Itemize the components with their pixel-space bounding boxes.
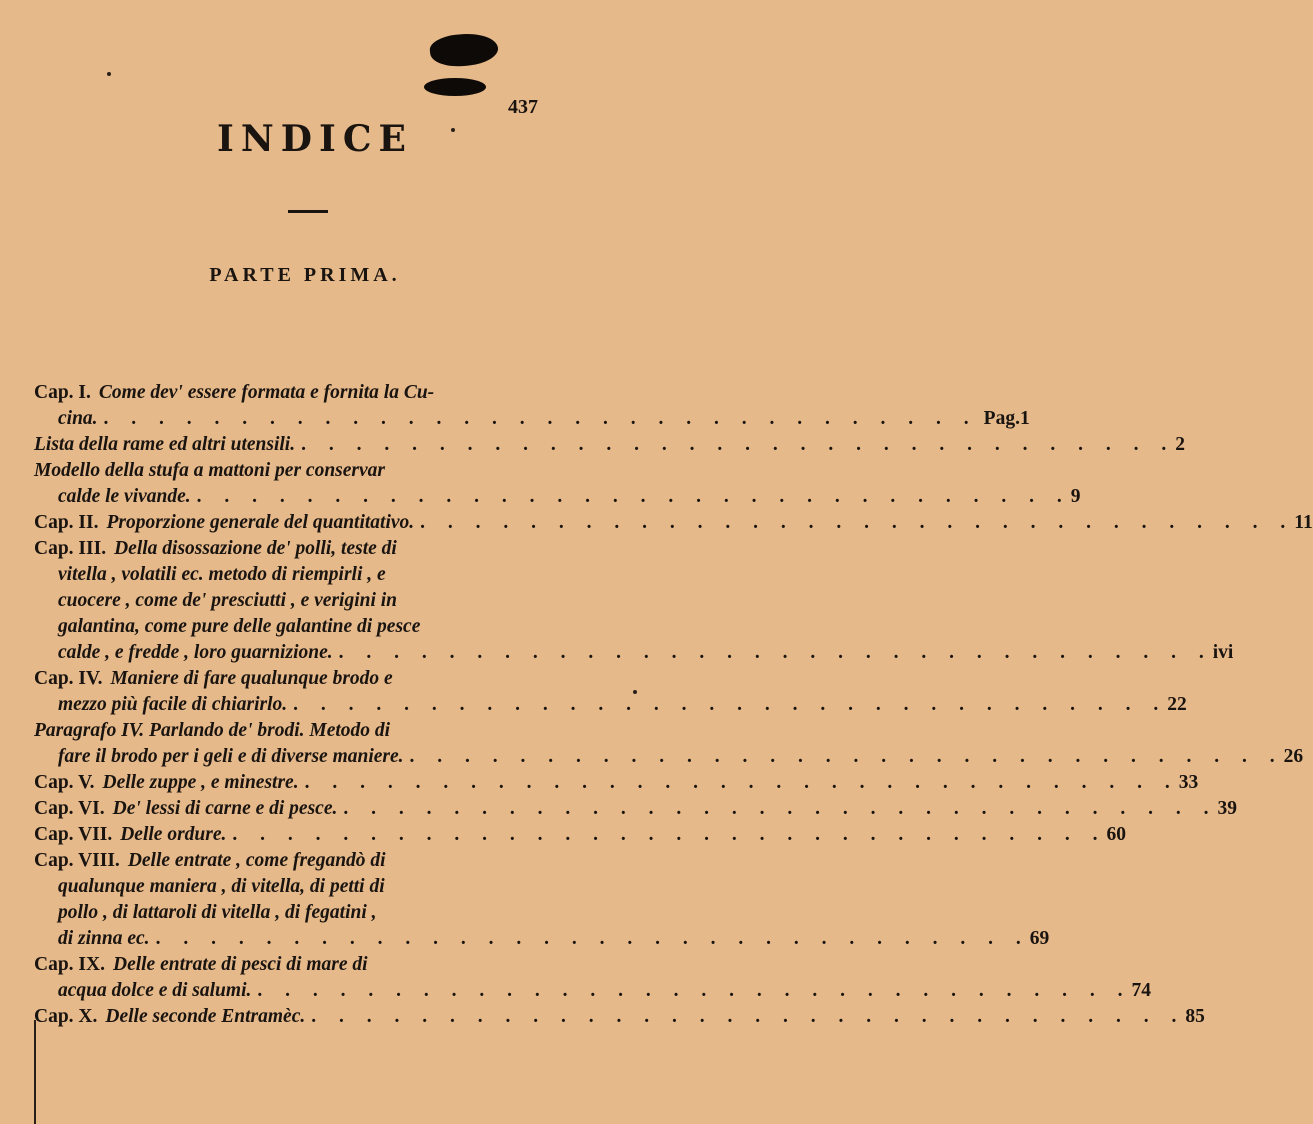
chapter-label: Cap. V. [34, 772, 95, 793]
ink-blot [429, 31, 500, 70]
toc-entry [34, 458, 1081, 510]
dot-leader: . . . . . . . . . . . . . . . . . . . . . . . . . . . . . . . . [155, 928, 1030, 949]
entry-title: Delle ordure. [120, 824, 227, 845]
page-reference: 74 [1131, 980, 1151, 1001]
chapter-label: Cap. III. [34, 538, 107, 559]
speck [107, 72, 111, 76]
dot-leader: . . . . . . . . . . . . . . . . . . . . . . . . . . . . . . . . [293, 694, 1168, 715]
entry-title: Delle seconde Entramèc. [105, 1006, 306, 1027]
entry-title: Maniere di fare qualunque brodo e [110, 668, 393, 689]
toc-entry [34, 380, 1030, 432]
chapter-label: Cap. VIII. [34, 850, 120, 871]
entry-title: cuocere , come de' presciutti , e verigini in [58, 590, 398, 611]
dot-leader: . . . . . . . . . . . . . . . . . . . . . . . . . . . . . . . . [301, 434, 1176, 455]
toc-entry [34, 952, 1151, 1004]
toc-line [34, 588, 574, 614]
entry-title: De' lessi di carne e di pesce. [112, 798, 338, 819]
toc-line [34, 536, 574, 562]
toc-line [34, 822, 1126, 848]
chapter-label: Cap. VII. [34, 824, 113, 845]
toc-entry [34, 848, 1050, 952]
page-reference: 9 [1070, 486, 1081, 507]
toc-entry [34, 796, 1237, 822]
toc-line [34, 380, 574, 406]
page-reference: 60 [1106, 824, 1126, 845]
chapter-label: Cap. VI. [34, 798, 105, 819]
toc-entry [34, 510, 1313, 536]
page-reference: 39 [1217, 798, 1237, 819]
toc-line [34, 770, 1199, 796]
entry-title: qualunque maniera , di vitella, di petti di [58, 876, 385, 897]
page-reference: 1 [1019, 408, 1030, 429]
toc-line [34, 978, 1151, 1004]
toc-line [34, 640, 1234, 666]
chapter-label: Cap. IV. [34, 668, 103, 689]
dot-leader: . . . . . . . . . . . . . . . . . . . . . . . . . . . . . . . . [420, 512, 1295, 533]
dot-leader: . . . . . . . . . . . . . . . . . . . . . . . . . . . . . . . . [338, 642, 1213, 663]
page-reference: 22 [1167, 694, 1187, 715]
page-reference: 85 [1185, 1006, 1205, 1027]
page-reference: ivi [1212, 642, 1234, 663]
entry-title: acqua dolce e di salumi. [58, 980, 252, 1001]
title-rule [288, 210, 328, 213]
entry-title: calde le vivande. [58, 486, 191, 507]
entry-title: Delle entrate , come fregandò di [127, 850, 386, 871]
chapter-label: Cap. II. [34, 512, 99, 533]
toc-line [34, 874, 574, 900]
entry-title: Delle zuppe , e minestre. [102, 772, 299, 793]
toc-line [34, 458, 574, 484]
dot-leader: . . . . . . . . . . . . . . . . . . . . . . . . . . . . . . . . [196, 486, 1071, 507]
toc-line [34, 900, 574, 926]
toc-entry [34, 666, 1187, 718]
toc-line [34, 692, 1187, 718]
page-reference: 33 [1178, 772, 1199, 793]
entry-title: Come dev' essere formata e fornita la Cu- [98, 382, 435, 403]
toc-line [34, 406, 1030, 432]
entry-title: vitella , volatili ec. metodo di riempirli , e [58, 564, 386, 585]
entry-title: cina. [58, 408, 98, 429]
chapter-label: Cap. IX. [34, 954, 105, 975]
toc-line [34, 484, 1081, 510]
table-of-contents [34, 380, 1313, 1030]
dot-leader: . . . . . . . . . . . . . . . . . . . . . . . . . . . . . . . . [311, 1006, 1186, 1027]
dot-leader: . . . . . . . . . . . . . . . . . . . . . . . . . . . . . . . . [232, 824, 1107, 845]
dot-leader: . . . . . . . . . . . . . . . . . . . . . . . . . . . . . . . . [343, 798, 1218, 819]
page-reference: 26 [1283, 746, 1304, 767]
toc-line [34, 796, 1237, 822]
toc-entry [34, 1004, 1205, 1030]
toc-entry [34, 822, 1126, 848]
entry-title: di zinna ec. [58, 928, 150, 949]
toc-entry [34, 770, 1199, 796]
toc-line [34, 718, 574, 744]
toc-line [34, 952, 574, 978]
entry-title: Modello della stufa a mattoni per conservar [34, 460, 385, 481]
page-number: 437 [508, 96, 538, 118]
page-label: Pag. [983, 408, 1020, 429]
toc-entry [34, 432, 1185, 458]
entry-title: Della disossazione de' polli, teste di [114, 538, 397, 559]
dot-leader: . . . . . . . . . . . . . . . . . . . . . . . . . . . . . . . . [304, 772, 1179, 793]
toc-entry [34, 718, 1304, 770]
entry-title: pollo , di lattaroli di vitella , di fegatini , [58, 902, 377, 923]
toc-line [34, 1004, 1205, 1030]
toc-line [34, 510, 1313, 536]
toc-line [34, 666, 574, 692]
section-title: PARTE PRIMA. [209, 264, 401, 286]
page-reference: 2 [1175, 434, 1185, 455]
toc-line [34, 744, 1304, 770]
entry-title: Lista della rame ed altri utensili. [34, 434, 296, 455]
entry-title: calde , e fredde , loro guarnizione. [58, 642, 333, 663]
entry-title: fare il brodo per i geli e di diverse maniere. [58, 746, 404, 767]
dot-leader: . . . . . . . . . . . . . . . . . . . . . . . . . . . . . . . . [409, 746, 1284, 767]
chapter-label: Cap. I. [34, 382, 91, 403]
entry-title: Paragrafo IV. Parlando de' brodi. Metodo di [34, 720, 391, 741]
dot-leader: . . . . . . . . . . . . . . . . . . . . . . . . . . . . . . . . [103, 408, 978, 429]
entry-title: Delle entrate di pesci di mare di [112, 954, 368, 975]
entry-title: mezzo più facile di chiarirlo. [58, 694, 288, 715]
ink-blot [424, 78, 486, 96]
toc-line [34, 614, 574, 640]
page-reference: 11 [1294, 512, 1313, 533]
chapter-label: Cap. X. [34, 1006, 98, 1027]
page-reference: 69 [1029, 928, 1050, 949]
toc-line [34, 926, 1050, 952]
entry-title: galantina, come pure delle galantine di pesce [58, 616, 421, 637]
margin-line [34, 1020, 36, 1124]
entry-title: Proporzione generale del quantitativo. [106, 512, 415, 533]
page-title: INDICE [217, 118, 413, 160]
toc-line [34, 848, 574, 874]
toc-line [34, 562, 574, 588]
toc-entry [34, 536, 1234, 666]
toc-line [34, 432, 1185, 458]
dot-leader: . . . . . . . . . . . . . . . . . . . . . . . . . . . . . . . . [257, 980, 1132, 1001]
